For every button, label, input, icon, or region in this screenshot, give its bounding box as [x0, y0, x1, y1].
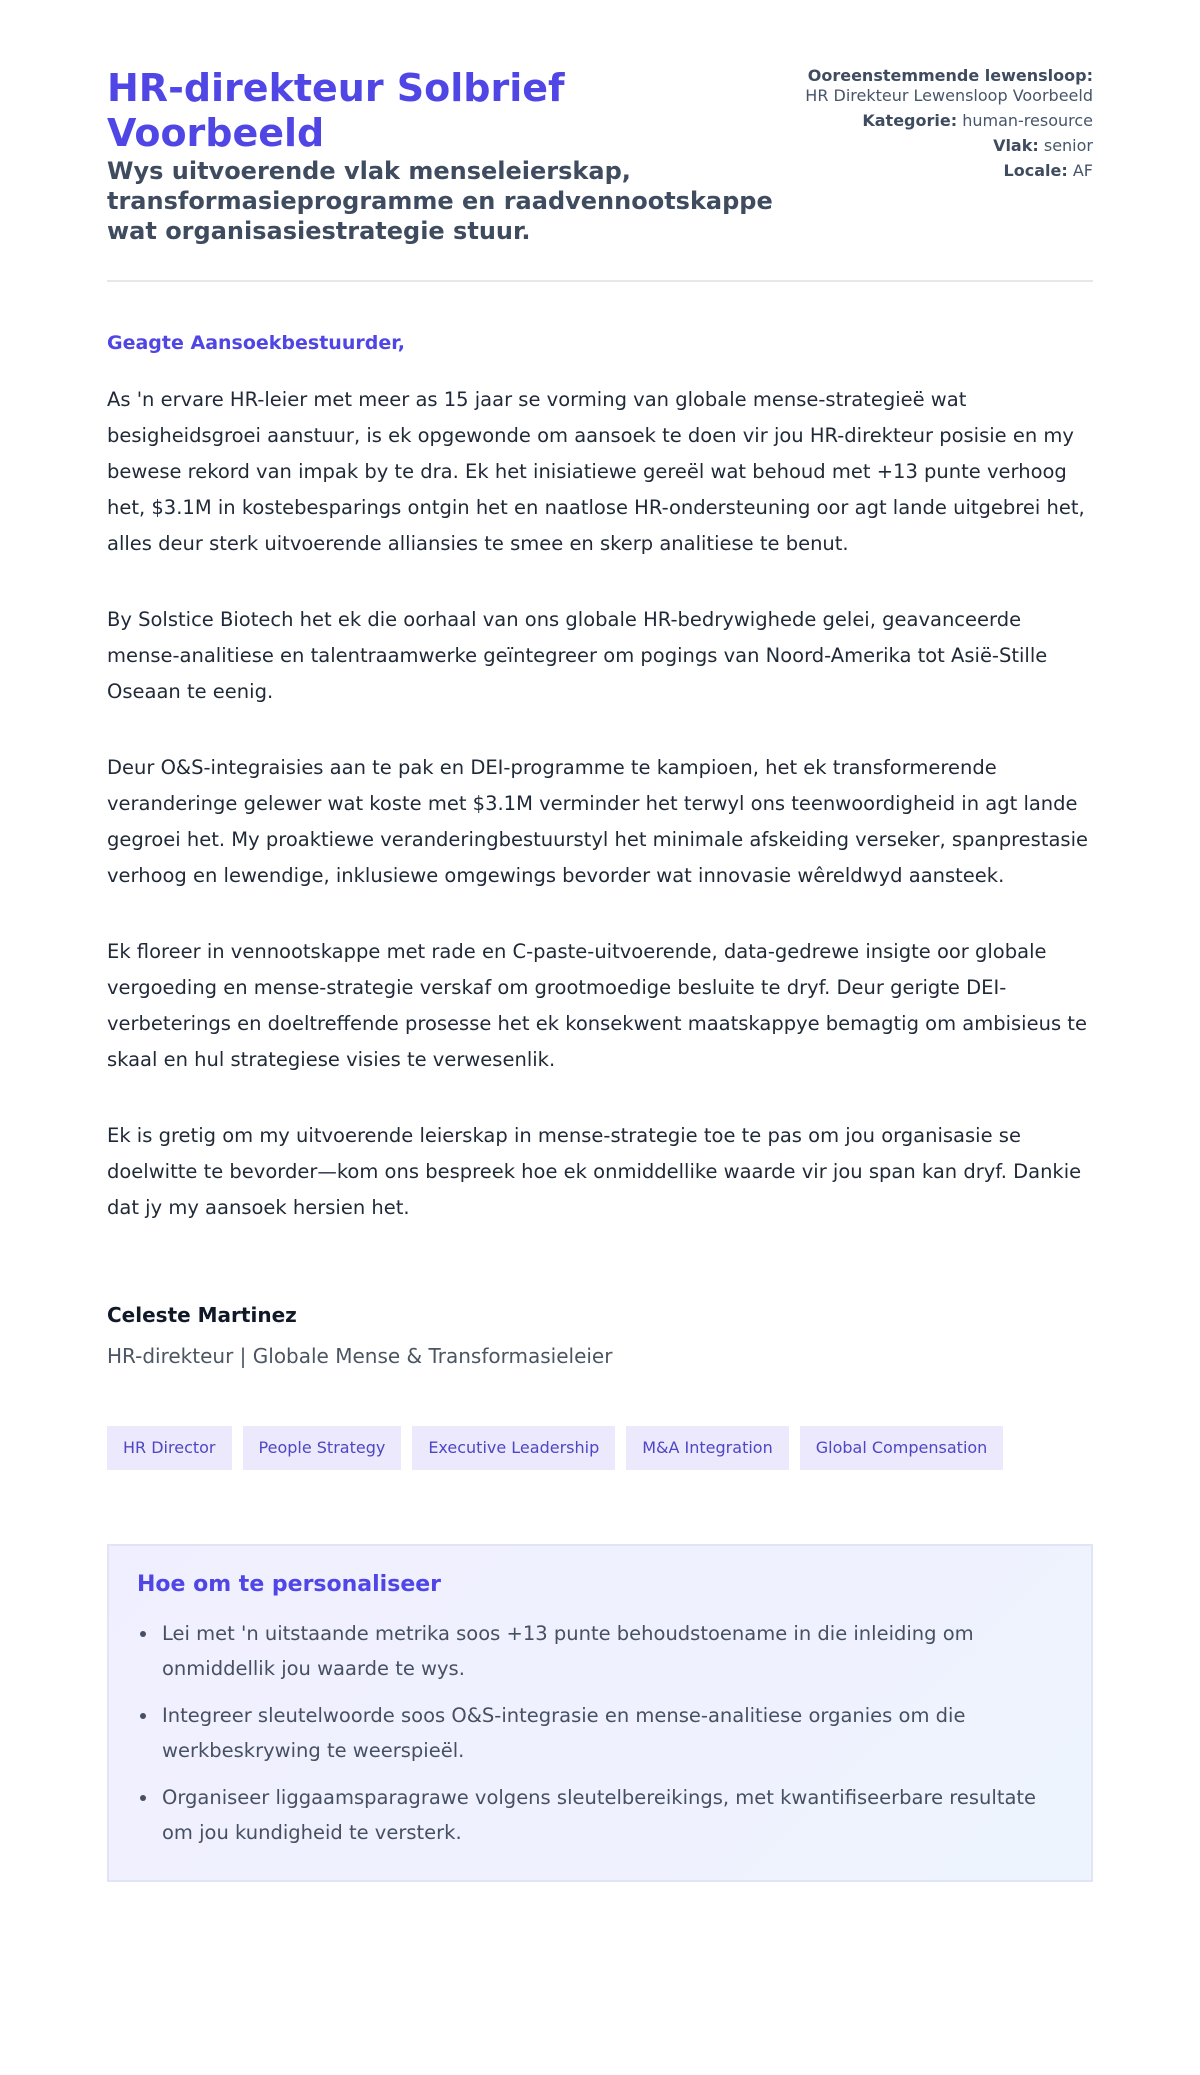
signature-title: HR-direkteur | Globale Mense & Transformasieleier: [107, 1344, 613, 1368]
tag: Executive Leadership: [412, 1426, 615, 1470]
meta-label: Ooreenstemmende lewensloop:: [807, 66, 1093, 85]
personalization-tips: [107, 1544, 1093, 1882]
tag: People Strategy: [243, 1426, 402, 1470]
meta-value: HR Direkteur Lewensloop Voorbeeld: [805, 86, 1093, 105]
salutation: Geagte Aansoekbestuurder,: [107, 332, 406, 354]
meta-label: Locale:: [1003, 161, 1068, 180]
list-item: [137, 1616, 1063, 1686]
letter-body: [107, 282, 1093, 1370]
meta-label: Vlak:: [993, 136, 1039, 155]
letter-paragraph: Deur O&S-integraisies aan te pak en DEI-programme te kampioen, het ek transformerende veranderinge gelewer wat koste met $3.1M verminder het terwyl ons teenwoordigheid in agt lande gegroei het. My proaktiewe veranderingbestuurstyl het minimale afskeiding verseker, spanprestasie verhoog en lewendige, inklusiewe omgewings bevorder wat innovasie wêreldwyd aansteek.: [107, 756, 1088, 887]
letter-paragraph: Ek is gretig om my uitvoerende leierskap in mense-strategie toe te pas om jou organisasie se doelwitte te bevorder—kom ons bespreek hoe ek onmiddellike waarde vir jou span kan dryf. Dankie dat jy my aansoek hersien het.: [107, 1124, 1082, 1219]
list-item: [137, 1698, 1063, 1768]
meta-info: [803, 66, 1093, 186]
bullet-icon: [140, 1795, 146, 1801]
meta-locale: [803, 161, 1093, 181]
tips-title: Hoe om te personaliseer: [137, 1572, 442, 1597]
meta-matching-resume: [803, 66, 1093, 106]
tip-text: Lei met 'n uitstaande metrika soos +13 punte behoudstoename in die inleiding om onmiddellik jou waarde te wys.: [162, 1622, 974, 1680]
keyword-tags: [107, 1426, 1093, 1470]
header-titles: [107, 66, 777, 246]
letter-paragraph: By Solstice Biotech het ek die oorhaal van ons globale HR-bedrywighede gelei, geavanceerde mense-analitiese en talentraamwerke geïntegreer om pogings van Noord-Amerika tot Asië-Stille Oseaan te eenig.: [107, 608, 1048, 703]
tips-list: [137, 1616, 1063, 1850]
page-subtitle: Wys uitvoerende vlak menseleierskap, transformasieprogramme en raadvennootskappe wat organisasiestrategie stuur.: [107, 157, 773, 245]
meta-value: human-resource: [962, 111, 1093, 130]
meta-value: AF: [1072, 161, 1093, 180]
tag: M&A Integration: [626, 1426, 788, 1470]
meta-level: [803, 136, 1093, 156]
page-header: [107, 66, 1093, 282]
bullet-icon: [140, 1713, 146, 1719]
meta-category: [803, 111, 1093, 131]
page-title: HR-direkteur Solbrief Voorbeeld: [107, 66, 565, 155]
tip-text: Organiseer liggaamsparagrawe volgens sleutelbereikings, met kwantifiseerbare resultate om jou kundigheid te versterk.: [162, 1786, 1037, 1844]
tip-text: Integreer sleutelwoorde soos O&S-integrasie en mense-analitiese organies om die werkbeskrywing te weerspieël.: [162, 1704, 966, 1762]
meta-label: Kategorie:: [862, 111, 958, 130]
tag: HR Director: [107, 1426, 232, 1470]
signature-block: [107, 1302, 1093, 1370]
list-item: [137, 1780, 1063, 1850]
letter-paragraph: As 'n ervare HR-leier met meer as 15 jaar se vorming van globale mense-strategieë wat besigheidsgroei aanstuur, is ek opgewonde om aansoek te doen vir jou HR-direkteur posisie en my bewese rekord van impak by te dra. Ek het inisiatiewe gereël wat behoud met +13 punte verhoog het, $3.1M in kostebesparings ontgin het en naatlose HR-ondersteuning oor agt lande uitgebrei het, alles deur sterk uitvoerende alliansies te smee en skerp analitiese te benut.: [107, 388, 1085, 555]
bullet-icon: [140, 1631, 146, 1637]
signature-name: Celeste Martinez: [107, 1303, 297, 1327]
meta-value: senior: [1043, 136, 1093, 155]
tag: Global Compensation: [800, 1426, 1004, 1470]
letter-paragraph: Ek floreer in vennootskappe met rade en C-paste-uitvoerende, data-gedrewe insigte oor globale vergoeding en mense-strategie verskaf om grootmoedige besluite te dryf. Deur gerigte DEI-verbeterings en doeltreffende prosesse het ek konsekwent maatskappye bemagtig om ambisieus te skaal en hul strategiese visies te verwesenlik.: [107, 940, 1087, 1071]
